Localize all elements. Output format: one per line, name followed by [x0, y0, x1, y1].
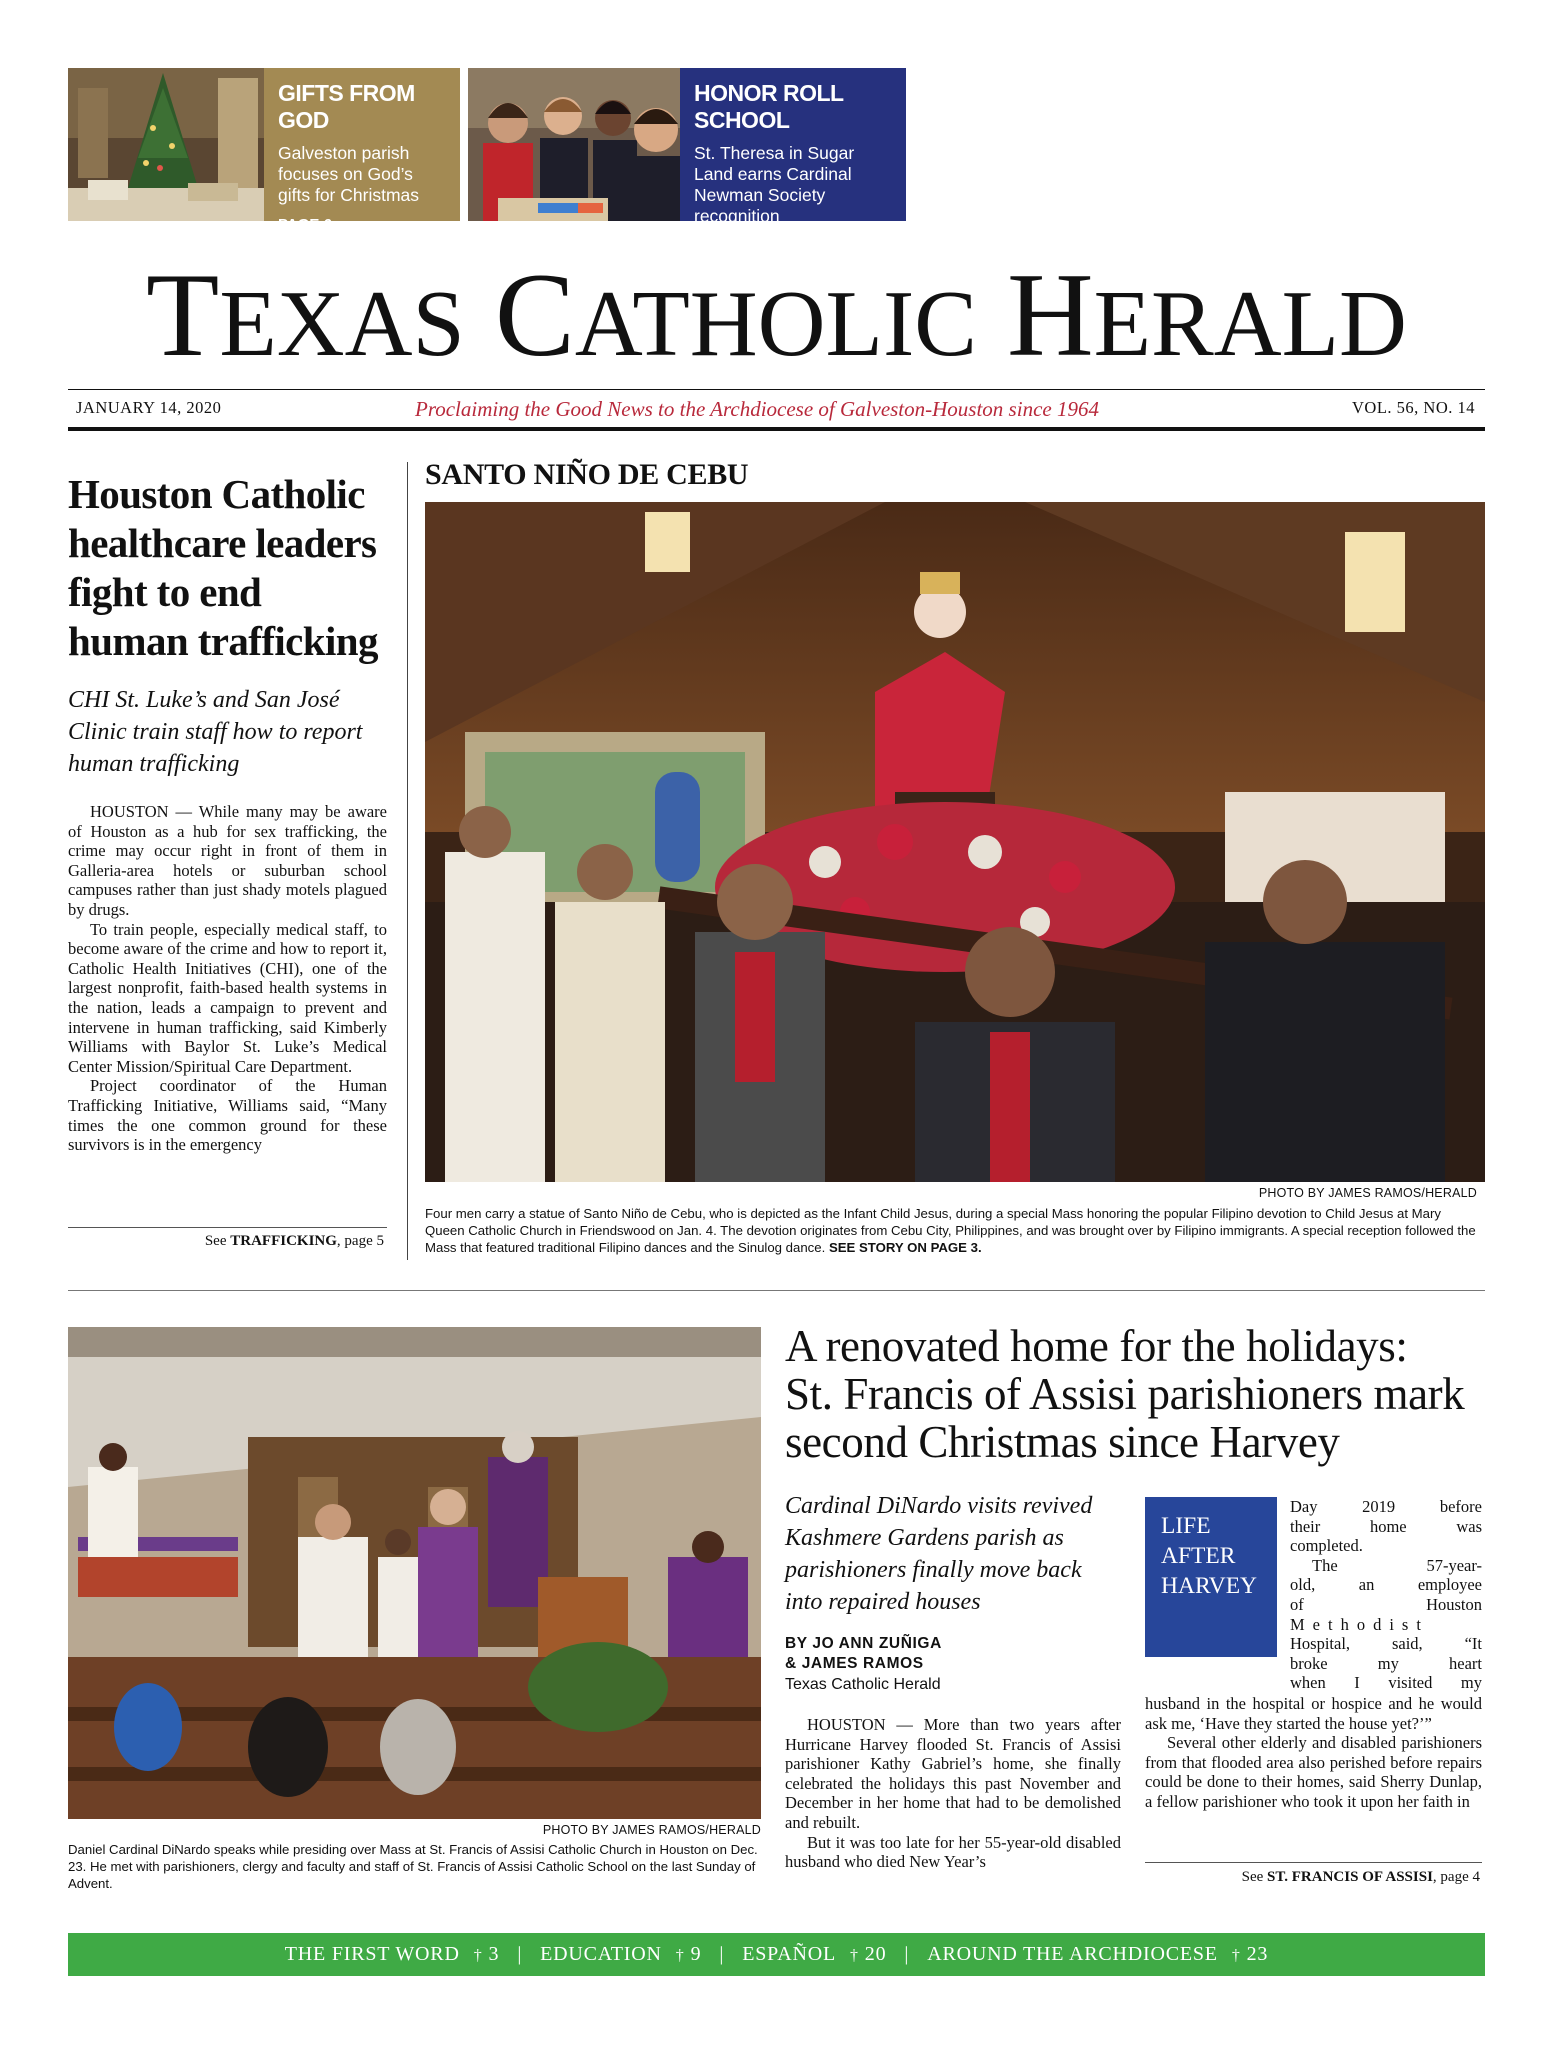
- masthead-word: ERALD: [1093, 272, 1407, 376]
- cross-icon: †: [473, 1947, 483, 1964]
- masthead-initial: C: [494, 248, 575, 381]
- body-line: broke my heart: [1290, 1653, 1482, 1673]
- headline-line: A renovated home for the holidays:: [785, 1321, 1408, 1371]
- masthead-word: EXAS: [219, 272, 465, 376]
- body-paragraph: Several other elderly and disabled parishioners from that flooded area also perished before repairs could be done to their homes, said Sherry Dunlap, a fellow parishioner who took it upon her faith in: [1145, 1733, 1482, 1811]
- photo-credit: PHOTO BY JAMES RAMOS/HERALD: [542, 1823, 761, 1837]
- headline-line: fight to end: [68, 569, 262, 615]
- caption-text: Four men carry a statue of Santo Niño de Cebu, who is depicted as the Infant Child Jesus, during a special Mass honoring the popular Filipino devotion to Child Jesus at Mary Queen Catholic Church in Friendswood on Jan. 4. The devotion originates from Cebu City, Philippines, and was brought over by Filipino immigrants. A special reception followed the Mass that featured traditional Filipino dances and the Sinulog dance.: [425, 1206, 1476, 1255]
- column-divider: [407, 462, 408, 1260]
- story-body-column-2-top: [1290, 1497, 1482, 1693]
- promo-text: [264, 68, 460, 233]
- masthead-title: [0, 248, 1553, 384]
- index-label: EDUCATION: [540, 1943, 662, 1965]
- box-line: AFTER: [1161, 1543, 1236, 1569]
- jump-target: TRAFFICKING: [230, 1233, 337, 1249]
- index-item-around-archdiocese[interactable]: [927, 1943, 1268, 1966]
- body-line: when I visited my: [1290, 1673, 1482, 1693]
- promo-photo-christmas-tree: [68, 68, 264, 221]
- cross-icon: †: [1231, 1947, 1241, 1964]
- promo-honor-roll-school[interactable]: [468, 68, 906, 254]
- dek-line: into repaired houses: [785, 1589, 981, 1615]
- index-label: THE FIRST WORD: [284, 1943, 460, 1965]
- feature-caption: [425, 1205, 1483, 1256]
- body-line: Day 2019 before: [1290, 1497, 1482, 1516]
- box-line: HARVEY: [1161, 1573, 1258, 1599]
- section-divider: [68, 1290, 1485, 1291]
- masthead-initial: T: [146, 248, 220, 381]
- dek-line: Cardinal DiNardo visits revived: [785, 1493, 1093, 1519]
- story-headline[interactable]: [785, 1322, 1485, 1466]
- jump-link-trafficking[interactable]: [68, 1233, 384, 1250]
- byline-organization: Texas Catholic Herald: [785, 1676, 941, 1693]
- byline: [785, 1634, 942, 1674]
- body-line: completed.: [1290, 1536, 1363, 1556]
- promo-gifts-from-god[interactable]: [68, 68, 460, 233]
- box-line: LIFE: [1161, 1513, 1211, 1539]
- jump-rule: [1145, 1862, 1482, 1863]
- story-dek: [68, 684, 398, 780]
- headline-line: second Christmas since Harvey: [785, 1417, 1340, 1467]
- dek-line: Kashmere Gardens parish as: [785, 1525, 1064, 1551]
- dek-line: parishioners finally move back: [785, 1557, 1082, 1583]
- masthead-initial: H: [1006, 248, 1094, 381]
- headline-line: Houston Catholic: [68, 471, 365, 517]
- body-paragraph: Project coordinator of the Human Trafficking Initiative, Williams said, “Many times the one common ground for these survivors is in the emergency: [68, 1076, 387, 1155]
- story-headline[interactable]: [68, 470, 398, 666]
- masthead-tagline: Proclaiming the Good News to the Archdiocese of Galveston-Houston since 1964: [415, 397, 1099, 421]
- body-line: of Houston: [1290, 1594, 1482, 1614]
- index-page: 23: [1246, 1943, 1269, 1965]
- issue-volume: VOL. 56, NO. 14: [1352, 398, 1475, 417]
- promo-page-ref: PAGE 9: [694, 237, 748, 254]
- masthead-top-rule: [68, 389, 1485, 390]
- story-body: [68, 802, 387, 1218]
- dek-line: CHI St. Luke’s and San José: [68, 687, 340, 713]
- jump-page: , page 4: [1432, 1869, 1480, 1885]
- caption-see-story: SEE STORY ON PAGE 3.: [828, 1240, 982, 1255]
- body-line: Hospital, said, “It: [1290, 1634, 1482, 1654]
- separator: |: [719, 1943, 725, 1965]
- jump-rule: [68, 1227, 387, 1228]
- index-item-espanol[interactable]: [742, 1943, 886, 1966]
- mass-photo[interactable]: [68, 1327, 761, 1819]
- story-dek: [785, 1490, 1125, 1618]
- jump-prefix: See: [204, 1233, 231, 1249]
- dek-line: Clinic train staff how to report: [68, 719, 363, 745]
- index-label: AROUND THE ARCHDIOCESE: [927, 1943, 1218, 1965]
- story-body-column-2: [1145, 1694, 1482, 1854]
- issue-date: JANUARY 14, 2020: [76, 398, 222, 417]
- masthead-bottom-rule: [68, 427, 1485, 431]
- jump-target: ST. FRANCIS OF ASSISI: [1267, 1869, 1433, 1885]
- story-body-column-1: [785, 1715, 1121, 1915]
- headline-line: St. Francis of Assisi parishioners mark: [785, 1369, 1465, 1419]
- mass-photo-illustration: [68, 1327, 761, 1819]
- body-line: old, an employee: [1290, 1575, 1482, 1595]
- index-item-first-word[interactable]: [285, 1943, 500, 1966]
- body-paragraph: husband in the hospital or hospice and he would ask me, ‘Have they started the house yet?’”: [1145, 1694, 1482, 1733]
- promo-title: HONOR ROLL SCHOOL: [694, 80, 844, 133]
- body-paragraph: HOUSTON — More than two years after Hurricane Harvey flooded St. Francis of Assisi parishioner Kathy Gabriel’s home, she finally celebrated the holidays this past November and December in her home that had to be demolished and rebuilt.: [785, 1715, 1121, 1832]
- separator: |: [904, 1943, 910, 1965]
- body-paragraph: To train people, especially medical staff, to become aware of the crime and how to report it, Catholic Health Initiatives (CHI), one of the largest nonprofit, faith-based health systems in the nation, leads a campaign to prevent and intervene in human trafficking, said Kimberly Williams with Baylor St. Luke’s Medical Center Mission/Spiritual Care Department.: [68, 919, 387, 1076]
- byline-author: BY JO ANN ZUÑIGA: [785, 1635, 942, 1652]
- masthead-word: ATHOLIC: [574, 272, 977, 376]
- life-after-harvey-box[interactable]: [1145, 1497, 1277, 1657]
- section-index-bar: [68, 1933, 1485, 1976]
- headline-line: healthcare leaders: [68, 520, 377, 566]
- jump-prefix: See: [1241, 1869, 1268, 1885]
- promo-description: St. Theresa in Sugar Land earns Cardinal Newman Society recognition: [694, 143, 855, 226]
- index-page: 20: [864, 1943, 887, 1965]
- index-page: 3: [488, 1943, 500, 1965]
- body-paragraph: But it was too late for her 55-year-old disabled husband who died New Year’s: [785, 1832, 1121, 1872]
- cross-icon: †: [675, 1947, 685, 1964]
- separator: |: [517, 1943, 523, 1965]
- index-item-education[interactable]: [540, 1943, 701, 1966]
- promo-description: Galveston parish focuses on God’s gifts for Christmas: [278, 143, 419, 205]
- cross-icon: †: [849, 1947, 859, 1964]
- promo-text: [680, 68, 906, 254]
- index-page: 9: [690, 1943, 702, 1965]
- promo-title: GIFTS FROM GOD: [278, 80, 415, 133]
- dek-line: human trafficking: [68, 751, 240, 777]
- procession-photo-illustration: [425, 502, 1485, 1182]
- body-line: their home was: [1290, 1516, 1482, 1536]
- body-line: The 57-year-: [1312, 1555, 1482, 1575]
- index-label: ESPAÑOL: [742, 1943, 836, 1965]
- feature-photo[interactable]: [425, 502, 1485, 1182]
- feature-kicker: SANTO NIÑO DE CEBU: [425, 458, 749, 491]
- jump-link-st-francis[interactable]: [1145, 1869, 1480, 1886]
- photo-credit: PHOTO BY JAMES RAMOS/HERALD: [1258, 1186, 1477, 1200]
- promo-photo-students: [468, 68, 680, 221]
- byline-author: & JAMES RAMOS: [785, 1655, 924, 1672]
- promo-page-ref: PAGE 6: [278, 216, 332, 233]
- mass-photo-caption: Daniel Cardinal DiNardo speaks while presiding over Mass at St. Francis of Assisi Catholic Church in Houston on Dec. 23. He met with parishioners, clergy and faculty and staff of St. Francis of Assisi Catholic School on the last Sunday of Advent.: [68, 1842, 758, 1891]
- jump-page: , page 5: [336, 1233, 384, 1249]
- body-paragraph: HOUSTON — While many may be aware of Houston as a hub for sex trafficking, the crime may occur right in front of them in Galleria-area hotels or suburban school campuses rather than just shady motels plagued by drugs.: [68, 802, 387, 919]
- headline-line: human trafficking: [68, 618, 378, 664]
- body-line: Methodist: [1290, 1614, 1429, 1634]
